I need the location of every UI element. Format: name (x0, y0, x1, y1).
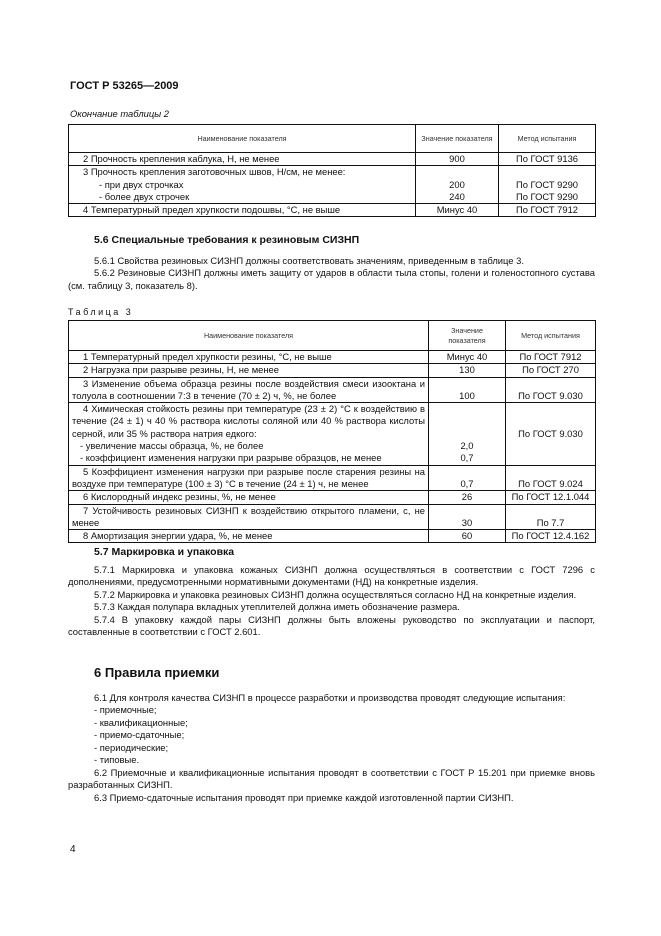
column-header: Значение показателя (416, 125, 499, 153)
column-header: Метод испытания (499, 125, 596, 153)
column-header: Метод испытания (506, 321, 596, 351)
page-number: 4 (70, 844, 76, 855)
table2-caption: Окончание таблицы 2 (70, 108, 169, 119)
table-row: 5 Коэффициент изменения нагрузки при разрыве после старения резины на воздухе при температуре (100 ± 3) °С в течение (24 ± 1) ч, не менее 0,7 По ГОСТ 9.024 (69, 465, 596, 491)
section-heading: 6 Правила приемки (94, 665, 220, 680)
list-item: - типовые. (94, 754, 140, 765)
table-row: 4 Температурный предел хрупкости подошвы, °С, не выше Минус 40 По ГОСТ 7912 (69, 204, 596, 217)
section-5-6 (68, 234, 595, 292)
section-heading: 5.6 Специальные требования к резиновым СИЗНП (94, 234, 360, 246)
list-item: - приемо-сдаточные; (94, 729, 185, 740)
section-5-7 (68, 546, 595, 639)
column-header: Наименование показателя (69, 321, 429, 351)
section-heading: 5.7 Маркировка и упаковка (94, 546, 235, 558)
table-row: 6 Кислородный индекс резины, %, не менее 26 По ГОСТ 12.1.044 (69, 491, 596, 504)
table-3 (68, 320, 596, 543)
table-header-row (69, 321, 596, 351)
section-6 (68, 667, 595, 804)
paragraph: 5.7.4 В упаковку каждой пары СИЗНП должны быть вложены руководство по эксплуатации и паспорт, составленные в соответствии с ГОСТ 2.601. (68, 613, 595, 637)
table-row: 8 Амортизация энергии удара, %, не менее 60 По ГОСТ 12.4.162 (69, 530, 596, 543)
paragraph: 6.1 Для контроля качества СИЗНП в процессе разработки и производства проводят следующие испытания: (94, 691, 566, 703)
paragraph: 5.7.2 Маркировка и упаковка резиновых СИЗНП должна осуществляться согласно НД на конкретные изделия. (94, 588, 577, 600)
paragraph: 5.7.3 Каждая полупара вкладных утеплителей должна иметь обозначение размера. (94, 601, 460, 612)
table-header-row (69, 125, 596, 153)
table-row: 2 Прочность крепления каблука, Н, не менее 900 По ГОСТ 9136 (69, 153, 596, 166)
table3-caption: Таблица 3 (68, 307, 134, 317)
table-row: 4 Химическая стойкость резины при температуре (23 ± 2) °С к воздействию в течение (24 ± 1) ч 40 % раствора кислоты соляной или 40 % раствора кислоты серной, или 35 % раствора натрия едкого: - увеличение массы образца, %, не более - коэффициент изменения нагрузки при разрыве образцов, не менее 2,0 0,7 По ГОСТ 9.030 (69, 403, 596, 465)
table-row: 2 Нагрузка при разрыве резины, Н, не менее 130 По ГОСТ 270 (69, 364, 596, 377)
column-header: Наименование показателя (69, 125, 416, 153)
list-item: - приемочные; (94, 704, 157, 715)
table-2 (68, 124, 596, 217)
paragraph: 6.2 Приемочные и квалификационные испытания проводят в соответствии с ГОСТ Р 15.201 при приемке вновь разработанных СИЗНП. (68, 766, 595, 790)
table-row: 1 Температурный предел хрупкости резины, °С, не выше Минус 40 По ГОСТ 7912 (69, 351, 596, 364)
document-header: ГОСТ Р 53265—2009 (70, 80, 179, 92)
list-item: - квалификационные; (94, 716, 188, 728)
paragraph: 5.6.1 Свойства резиновых СИЗНП должны соответствовать значениям, приведенным в таблице 3. (94, 254, 524, 266)
paragraph: 5.7.1 Маркировка и упаковка кожаных СИЗНП должна осуществляться в соответствии с ГОСТ 7296 с дополнениями, предусмотренными нормативными документами (НД) на конкретные изделия. (68, 563, 595, 587)
table-row: 3 Изменение объема образца резины после воздействия смеси изооктана и толуола в соотношении 7:3 в течение (70 ± 2) ч, %, не более 100 По ГОСТ 9.030 (69, 377, 596, 403)
paragraph: 6.3 Приемо-сдаточные испытания проводят при приемке каждой изготовленной партии СИЗНП. (94, 791, 514, 803)
table-row: 7 Устойчивость резиновых СИЗНП к воздействию открытого пламени, с, не менее 30 По 7.7 (69, 504, 596, 530)
list-item: - периодические; (94, 741, 169, 753)
column-header: Значение показателя (429, 321, 506, 351)
table-row: 3 Прочность крепления заготовочных швов, Н/см, не менее: - при двух строчках - более двух строчек 200 240 По ГОСТ 9290 По ГОСТ 9290 (69, 166, 596, 204)
paragraph: 5.6.2 Резиновые СИЗНП должны иметь защиту от ударов в области тыла стопы, голени и голеностопного сустава (см. таблицу 3, показатель 8). (68, 267, 595, 291)
